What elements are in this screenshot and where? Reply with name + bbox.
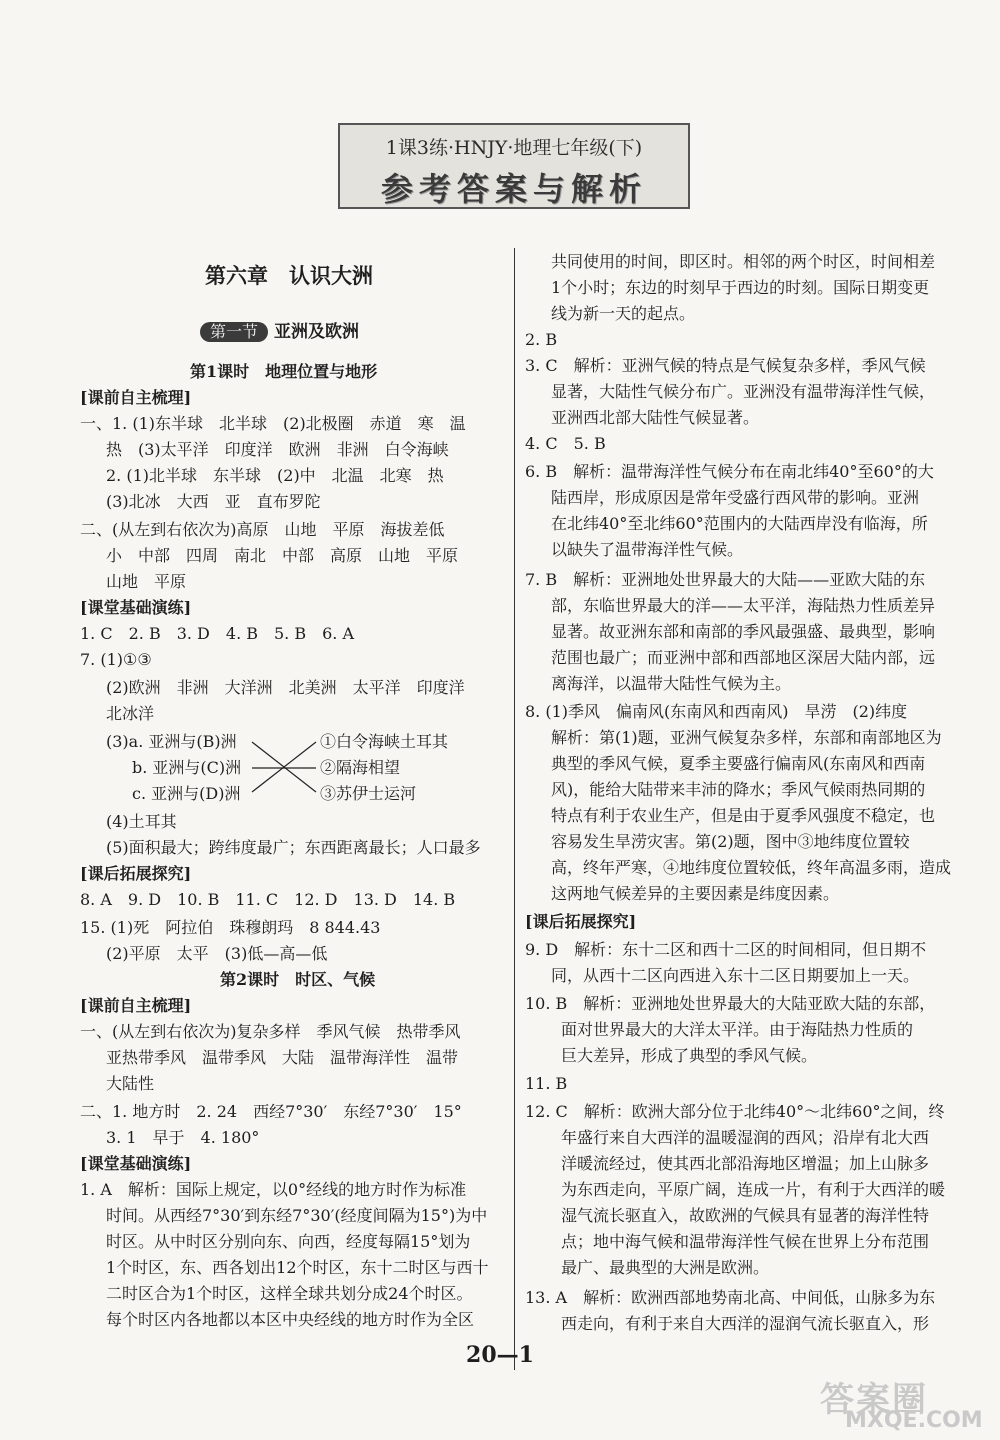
lesson-title: 第1课时 地理位置与地形: [190, 362, 378, 381]
answer-line: 典型的季风气候，夏季主要盛行偏南风(东南风和西南: [551, 754, 926, 773]
answer-line: 二、1. 地方时 2. 24 西经7°30′ 东经7°30′ 15°: [80, 1102, 462, 1121]
answer-line: 13. A 解析：欧洲西部地势南北高、中间低，山脉多为东: [525, 1288, 936, 1307]
subsection-heading: [课前自主梳理]: [80, 388, 192, 407]
answer-line: (2)平原 太平 (3)低—高—低: [106, 944, 328, 963]
answer-line: (2)欧洲 非洲 大洋洲 北美洲 太平洋 印度洋: [106, 678, 465, 697]
answer-line: 陆西岸，形成原因是常年受盛行西风带的影响。亚洲: [551, 488, 920, 507]
answer-line: 热 (3)太平洋 印度洋 欧洲 非洲 白令海峡: [106, 440, 449, 459]
answer-line: 8. (1)季风 偏南风(东南风和西南风) 旱涝 (2)纬度: [525, 702, 908, 721]
answer-line: 2. (1)北半球 东半球 (2)中 北温 北寒 热: [106, 466, 444, 485]
match-right-2: ②隔海相望: [320, 758, 401, 777]
answer-line: 高，终年严寒，④地纬度位置较低，终年高温多雨，造成: [551, 858, 952, 877]
answer-line: 1个小时；东边的时刻早于西边的时刻。国际日期变更: [551, 278, 930, 297]
answer-line: 洋暖流经过，使其西北部沿海地区增温；加上山脉多: [561, 1154, 930, 1173]
answer-line: 点；地中海气候和温带海洋性气候在世界上分布范围: [561, 1232, 930, 1251]
answer-line: 部，东临世界最大的洋——太平洋，海陆热力性质差异: [551, 596, 936, 615]
match-right-3: ③苏伊士运河: [320, 784, 417, 803]
answer-line: (3)北冰 大西 亚 直布罗陀: [106, 492, 321, 511]
answer-line: 9. D 解析：东十二区和西十二区的时间相同，但日期不: [525, 940, 927, 959]
answer-line: 8. A 9. D 10. B 11. C 12. D 13. D 14. B: [80, 890, 456, 909]
answer-line: 范围也最广；而亚洲中部和西部地区深居大陆内部，远: [551, 648, 936, 667]
answer-line: 容易发生旱涝灾害。第(2)题，图中③地纬度位置较: [551, 832, 910, 851]
section-badge: 第一节: [200, 322, 268, 342]
answer-line: 离海洋，以温带大陆性气候为主。: [551, 674, 792, 693]
answer-line: 大陆性: [106, 1074, 155, 1093]
lesson-title: 第2课时 时区、气候: [220, 970, 376, 989]
answer-line: 15. (1)死 阿拉伯 珠穆朗玛 8 844.43: [80, 918, 381, 937]
watermark-url: MXQE.COM: [845, 1408, 983, 1433]
answer-line: (4)土耳其: [106, 812, 177, 831]
answer-line: 巨大差异，形成了典型的季风气候。: [561, 1046, 818, 1065]
answer-line: 11. B: [525, 1074, 568, 1093]
chapter-title: 第六章 认识大洲: [205, 263, 373, 288]
answer-line: 小 中部 四周 南北 中部 高原 山地 平原: [106, 546, 459, 565]
match-left-a: (3)a. 亚洲与(B)洲: [106, 732, 237, 751]
page-number: 20—1: [466, 1342, 534, 1368]
answer-line: 7. (1)①③: [80, 650, 152, 669]
subsection-heading: [课后拓展探究]: [525, 912, 637, 931]
answer-line: 7. B 解析：亚洲地处世界最大的大陆——亚欧大陆的东: [525, 570, 926, 589]
answer-line: 湿气流长驱直入，故欧洲的气候具有显著的海洋性特: [561, 1206, 930, 1225]
match-right-1: ①白令海峡土耳其: [320, 732, 449, 751]
answer-line: 1. C 2. B 3. D 4. B 5. B 6. A: [80, 624, 355, 643]
answer-line: 1个时区，东、西各划出12个时区，东十二时区与西十: [106, 1258, 489, 1277]
answer-line: 年盛行来自大西洋的温暖湿润的西风；沿岸有北大西: [561, 1128, 930, 1147]
answer-line: 为东西走向，平原广阔，连成一片，有利于大西洋的暖: [561, 1180, 946, 1199]
answer-line: 最广、最典型的大洲是欧洲。: [561, 1258, 770, 1277]
header-subtitle: 1课3练·HNJY·地理七年级(下): [385, 137, 643, 159]
answer-line: 4. C 5. B: [525, 434, 606, 453]
answer-line: 10. B 解析：亚洲地处世界最大的大陆亚欧大陆的东部，: [525, 994, 936, 1013]
header-banner: [338, 123, 690, 209]
match-left-c: c. 亚洲与(D)洲: [132, 784, 241, 803]
answer-line: 显著，大陆性气候分布广。亚洲没有温带海洋性气候，: [551, 382, 936, 401]
answer-line: 同，从西十二区向西进入东十二区日期要加上一天。: [551, 966, 920, 985]
answer-line: 西走向，有利于来自大西洋的湿润气流长驱直入，形: [561, 1314, 930, 1333]
answer-line: 1. A 解析：国际上规定，以0°经线的地方时作为标准: [80, 1180, 467, 1199]
answer-line: 北冰洋: [106, 704, 155, 723]
matching-lines: [250, 738, 320, 798]
subsection-heading: [课堂基础演练]: [80, 1154, 192, 1173]
answer-line: 一、1. (1)东半球 北半球 (2)北极圈 赤道 寒 温: [80, 414, 466, 433]
answer-line: 12. C 解析：欧洲大部分位于北纬40°～北纬60°之间，终: [525, 1102, 945, 1121]
subsection-heading: [课前自主梳理]: [80, 996, 192, 1015]
answer-line: 共同使用的时间，即区时。相邻的两个时区，时间相差: [551, 252, 936, 271]
answer-line: 2. B: [525, 330, 558, 349]
answer-line: 解析：第(1)题，亚洲气候复杂多样，东部和南部地区为: [551, 728, 942, 747]
answer-line: 线为新一天的起点。: [551, 304, 696, 323]
answer-line: 时区。从中时区分别向东、向西，经度每隔15°划为: [106, 1232, 471, 1251]
answer-line: 山地 平原: [106, 572, 187, 591]
section-name: 亚洲及欧洲: [274, 322, 360, 342]
answer-line: 风)，能给大陆带来丰沛的降水；季风气候雨热同期的: [551, 780, 926, 799]
answer-line: 特点有利于农业生产，但是由于夏季风强度不稳定，也: [551, 806, 936, 825]
watermark-logo: 答案圈: [820, 1380, 928, 1420]
answer-line: 显著。故亚洲东部和南部的季风最强盛、最典型，影响: [551, 622, 936, 641]
answer-line: 3. C 解析：亚洲气候的特点是气候复杂多样，季风气候: [525, 356, 926, 375]
answer-line: 这两地气候差异的主要因素是纬度因素。: [551, 884, 840, 903]
answer-line: 6. B 解析：温带海洋性气候分布在南北纬40°至60°的大: [525, 462, 934, 481]
match-left-b: b. 亚洲与(C)洲: [132, 758, 242, 777]
subsection-heading: [课堂基础演练]: [80, 598, 192, 617]
section-heading: [200, 322, 359, 342]
answer-line: 二、(从左到右依次为)高原 山地 平原 海拔差低: [80, 520, 445, 539]
answer-line: 亚洲西北部大陆性气候显著。: [551, 408, 760, 427]
answer-line: 每个时区内各地都以本区中央经线的地方时作为全区: [106, 1310, 475, 1329]
answer-line: 时间。从西经7°30′到东经7°30′(经度间隔为15°)为中: [106, 1206, 488, 1225]
column-divider: [514, 248, 515, 1370]
subsection-heading: [课后拓展探究]: [80, 864, 192, 883]
answer-line: 亚热带季风 温带季风 大陆 温带海洋性 温带: [106, 1048, 459, 1067]
answer-line: 以缺失了温带海洋性气候。: [551, 540, 744, 559]
answer-line: 一、(从左到右依次为)复杂多样 季风气候 热带季风: [80, 1022, 461, 1041]
answer-line: 二时区合为1个时区，这样全球共划分成24个时区。: [106, 1284, 473, 1303]
answer-line: 3. 1 早于 4. 180°: [106, 1128, 260, 1147]
header-title: 参考答案与解析: [380, 170, 647, 208]
answer-line: 面对世界最大的大洋太平洋。由于海陆热力性质的: [561, 1020, 914, 1039]
answer-line: (5)面积最大；跨纬度最广；东西距离最长；人口最多: [106, 838, 481, 857]
answer-line: 在北纬40°至北纬60°范围内的大陆西岸没有临海，所: [551, 514, 928, 533]
